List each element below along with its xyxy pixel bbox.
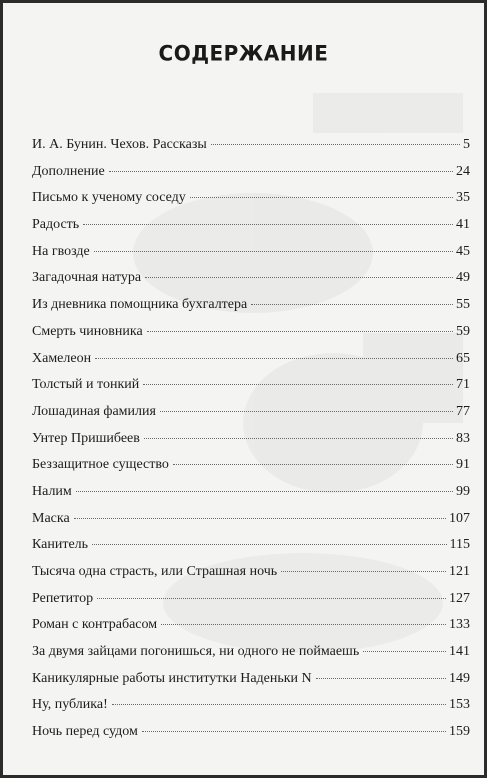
toc-entry (32, 671, 470, 698)
toc-entry (32, 697, 470, 724)
toc-entry-page-number: 41 (456, 217, 470, 233)
toc-entry (32, 377, 470, 404)
toc-entry-page-number: 65 (456, 350, 470, 366)
toc-entry-title: Репетитор (32, 590, 94, 606)
dot-leader (143, 384, 453, 385)
dot-leader (112, 704, 446, 705)
toc-entry (32, 217, 470, 244)
toc-entry-page-number: 59 (456, 323, 470, 339)
dot-leader (144, 438, 453, 439)
toc-entry-title: Дополнение (32, 163, 105, 179)
toc-entry-page-number: 83 (456, 430, 470, 446)
toc-entry-title: Унтер Пришибеев (32, 430, 140, 446)
dot-leader (97, 598, 446, 599)
toc-entry (32, 270, 470, 297)
toc-entry-page-number: 91 (456, 457, 470, 473)
dot-leader (145, 277, 453, 278)
toc-entry-title: На гвозде (32, 243, 90, 259)
dot-leader (161, 624, 446, 625)
toc-entry-page-number: 159 (449, 724, 470, 740)
toc-entry-page-number: 49 (456, 270, 470, 286)
toc-entry (32, 591, 470, 618)
toc-entry (32, 404, 470, 431)
toc-entry-title: Из дневника помощника бухгалтера (32, 297, 248, 313)
toc-entry-page-number: 99 (456, 483, 470, 499)
toc-entry (32, 617, 470, 644)
toc-entry (32, 297, 470, 324)
toc-entry-title: И. А. Бунин. Чехов. Рассказы (32, 137, 207, 152)
dot-leader (281, 571, 446, 572)
toc-entry-page-number: 141 (449, 644, 470, 660)
toc-entry-title: Налим (32, 483, 72, 499)
dot-leader (173, 464, 453, 465)
toc-entry (32, 511, 470, 538)
toc-entry (32, 190, 470, 217)
toc-entry-title: Ночь перед судом (32, 724, 138, 740)
toc-entry-page-number: 115 (449, 537, 470, 553)
toc-entry (32, 164, 470, 191)
toc-entry-page-number: 35 (456, 190, 470, 206)
dot-leader (211, 144, 460, 145)
toc-entry (32, 724, 470, 751)
toc-entry (32, 537, 470, 564)
toc-entry (32, 137, 470, 164)
toc-entry (32, 431, 470, 458)
toc-entry-page-number: 153 (449, 697, 470, 713)
toc-entry-title: Толстый и тонкий (32, 377, 140, 393)
toc-entry-title: Канитель (32, 537, 89, 553)
toc-entry (32, 457, 470, 484)
book-page (3, 3, 484, 775)
toc-entry (32, 644, 470, 671)
dot-leader (316, 678, 446, 679)
toc-entry-page-number: 71 (456, 377, 470, 393)
toc-entry-title: Смерть чиновника (32, 323, 143, 339)
dot-leader (95, 358, 453, 359)
toc-entry (32, 324, 470, 351)
toc-entry-page-number: 149 (449, 670, 470, 686)
toc-entry-page-number: 55 (456, 297, 470, 313)
dot-leader (363, 651, 446, 652)
toc-entry-page-number: 121 (449, 564, 470, 579)
toc-entry-page-number: 107 (449, 510, 470, 526)
toc-entry (32, 484, 470, 511)
toc-entry (32, 244, 470, 271)
toc-entry-title: Письмо к ученому соседу (32, 190, 186, 206)
dot-leader (76, 491, 453, 492)
table-of-contents (32, 137, 470, 751)
toc-entry-page-number: 45 (456, 243, 470, 259)
dot-leader (92, 544, 446, 545)
dot-leader (160, 411, 453, 412)
toc-entry-page-number: 133 (449, 617, 470, 633)
toc-entry-title: Роман с контрабасом (32, 617, 158, 633)
toc-entry-page-number: 24 (456, 163, 470, 179)
toc-entry-title: Загадочная натура (32, 270, 142, 286)
toc-entry-title: Маска (32, 510, 70, 526)
dot-leader (190, 197, 453, 198)
dot-leader (251, 304, 453, 305)
toc-entry-title: Беззащитное существо (32, 457, 169, 473)
dot-leader (74, 518, 446, 519)
dot-leader (147, 331, 453, 332)
toc-entry-title: Каникулярные работы институтки Наденьки N (32, 670, 312, 686)
dot-leader (109, 171, 453, 172)
toc-entry-page-number: 127 (449, 590, 470, 606)
dot-leader (94, 251, 453, 252)
toc-entry-page-number: 77 (456, 403, 470, 419)
toc-entry (32, 564, 470, 591)
toc-entry-title: Радость (32, 217, 80, 233)
toc-entry-title: Ну, публика! (32, 697, 108, 713)
toc-entry-title: Тысяча одна страсть, или Страшная ночь (32, 564, 278, 579)
toc-entry (32, 351, 470, 378)
toc-entry-title: За двумя зайцами погонишься, ни одного не поймаешь (32, 644, 360, 660)
toc-entry-page-number: 5 (463, 137, 470, 152)
dot-leader (142, 731, 446, 732)
toc-entry-title: Лошадиная фамилия (32, 403, 156, 419)
page-title: СОДЕРЖАНИЕ (158, 40, 329, 66)
toc-entry-title: Хамелеон (32, 350, 92, 366)
dot-leader (83, 224, 453, 225)
